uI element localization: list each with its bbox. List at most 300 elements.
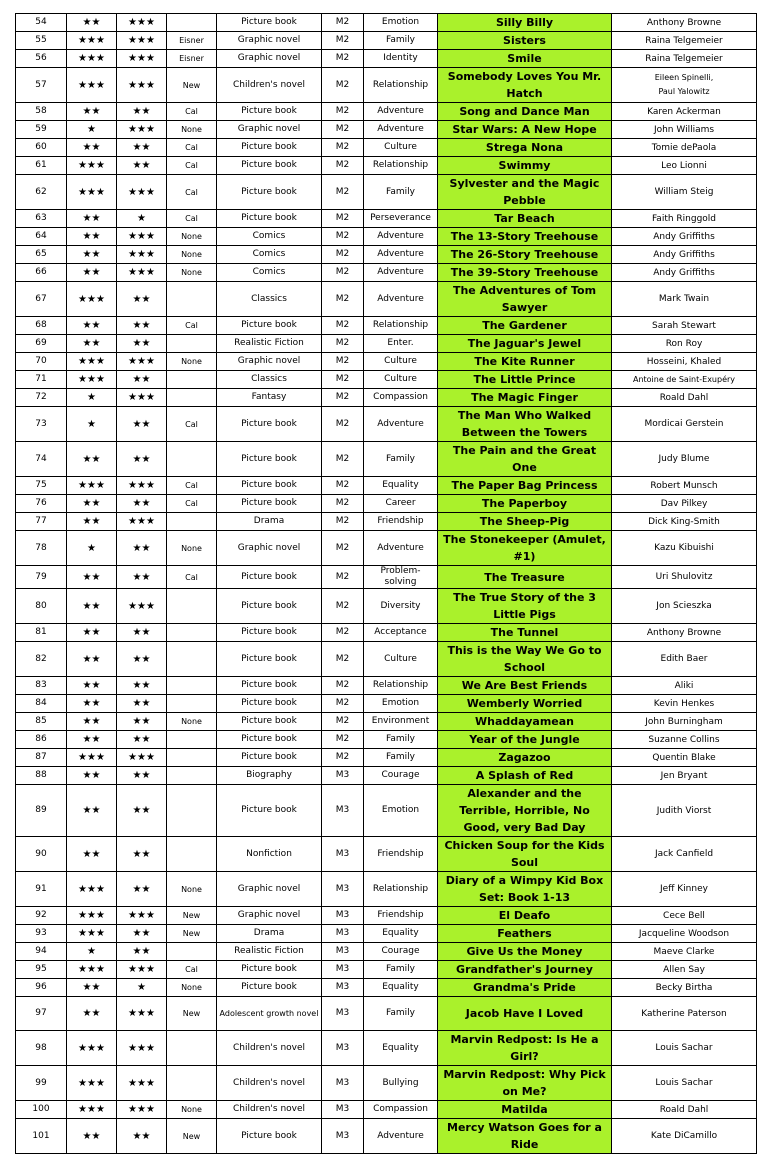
rating-1-cell: ★★ (67, 837, 117, 872)
book-title-cell: The Paperboy (438, 495, 612, 513)
row-number-cell: 100 (16, 1101, 67, 1119)
table-row (16, 642, 757, 677)
level-cell: M2 (322, 566, 364, 589)
genre-cell: Biography (217, 767, 322, 785)
table-row (16, 317, 757, 335)
genre-cell: Picture book (217, 713, 322, 731)
award-cell: New (167, 1119, 217, 1154)
rating-1-cell: ★★★ (67, 32, 117, 50)
level-cell: M2 (322, 264, 364, 282)
genre-cell: Picture book (217, 317, 322, 335)
book-title-cell: Jacob Have I Loved (438, 997, 612, 1031)
award-cell: None (167, 713, 217, 731)
book-title-cell: The Adventures of Tom Sawyer (438, 282, 612, 317)
award-cell: Cal (167, 175, 217, 210)
level-cell: M2 (322, 477, 364, 495)
genre-cell: Picture book (217, 407, 322, 442)
book-title-cell: The Kite Runner (438, 353, 612, 371)
book-title-cell: Sisters (438, 32, 612, 50)
rating-1-cell: ★★ (67, 246, 117, 264)
rating-2-cell: ★★ (117, 925, 167, 943)
row-number-cell: 77 (16, 513, 67, 531)
book-title-cell: Strega Nona (438, 139, 612, 157)
table-row (16, 282, 757, 317)
table-row (16, 1066, 757, 1101)
author-cell: Quentin Blake (612, 749, 757, 767)
row-number-cell: 83 (16, 677, 67, 695)
genre-cell: Comics (217, 246, 322, 264)
row-number-cell: 65 (16, 246, 67, 264)
genre-cell: Graphic novel (217, 32, 322, 50)
genre-cell: Children's novel (217, 1101, 322, 1119)
level-cell: M3 (322, 1031, 364, 1066)
genre-cell: Picture book (217, 566, 322, 589)
genre-cell: Comics (217, 228, 322, 246)
row-number-cell: 82 (16, 642, 67, 677)
award-cell: Cal (167, 961, 217, 979)
row-number-cell: 72 (16, 389, 67, 407)
award-cell: New (167, 997, 217, 1031)
book-title-cell: The Stonekeeper (Amulet, #1) (438, 531, 612, 566)
rating-2-cell: ★★ (117, 317, 167, 335)
theme-cell: Emotion (364, 14, 438, 32)
row-number-cell: 55 (16, 32, 67, 50)
award-cell (167, 749, 217, 767)
genre-cell: Classics (217, 371, 322, 389)
rating-2-cell: ★★★ (117, 246, 167, 264)
row-number-cell: 81 (16, 624, 67, 642)
row-number-cell: 86 (16, 731, 67, 749)
book-title-cell: Sylvester and the Magic Pebble (438, 175, 612, 210)
table-row (16, 713, 757, 731)
theme-cell: Enter. (364, 335, 438, 353)
rating-2-cell: ★★★ (117, 1101, 167, 1119)
rating-1-cell: ★★★ (67, 1101, 117, 1119)
rating-2-cell: ★★ (117, 785, 167, 837)
theme-cell: Culture (364, 139, 438, 157)
level-cell: M2 (322, 317, 364, 335)
author-cell: Aliki (612, 677, 757, 695)
table-row (16, 695, 757, 713)
rating-2-cell: ★★★ (117, 264, 167, 282)
author-cell: Andy Griffiths (612, 264, 757, 282)
level-cell: M2 (322, 68, 364, 103)
row-number-cell: 61 (16, 157, 67, 175)
book-list-table (15, 13, 757, 1154)
genre-cell: Picture book (217, 157, 322, 175)
rating-2-cell: ★★★ (117, 1066, 167, 1101)
award-cell (167, 943, 217, 961)
rating-1-cell: ★★★ (67, 1066, 117, 1101)
level-cell: M2 (322, 713, 364, 731)
genre-cell: Picture book (217, 477, 322, 495)
author-cell: Tomie dePaola (612, 139, 757, 157)
award-cell (167, 589, 217, 624)
table-row (16, 103, 757, 121)
award-cell: Cal (167, 139, 217, 157)
level-cell: M2 (322, 210, 364, 228)
table-row (16, 979, 757, 997)
award-cell: Eisner (167, 50, 217, 68)
rating-2-cell: ★★ (117, 642, 167, 677)
award-cell (167, 837, 217, 872)
rating-2-cell: ★★★ (117, 749, 167, 767)
theme-cell: Friendship (364, 837, 438, 872)
row-number-cell: 70 (16, 353, 67, 371)
rating-1-cell: ★ (67, 389, 117, 407)
rating-1-cell: ★★ (67, 695, 117, 713)
award-cell: Cal (167, 157, 217, 175)
genre-cell: Graphic novel (217, 531, 322, 566)
table-row (16, 32, 757, 50)
table-row (16, 749, 757, 767)
award-cell: None (167, 353, 217, 371)
rating-2-cell: ★★★ (117, 353, 167, 371)
rating-2-cell: ★★★ (117, 68, 167, 103)
author-cell: Judith Viorst (612, 785, 757, 837)
award-cell: None (167, 264, 217, 282)
book-title-cell: Grandma's Pride (438, 979, 612, 997)
table-row (16, 907, 757, 925)
award-cell (167, 731, 217, 749)
level-cell: M2 (322, 282, 364, 317)
table-row (16, 335, 757, 353)
award-cell: Cal (167, 477, 217, 495)
book-title-cell: Marvin Redpost: Why Pick on Me? (438, 1066, 612, 1101)
theme-cell: Culture (364, 371, 438, 389)
theme-cell: Diversity (364, 589, 438, 624)
rating-1-cell: ★★ (67, 566, 117, 589)
theme-cell: Courage (364, 767, 438, 785)
table-row (16, 210, 757, 228)
genre-cell: Picture book (217, 695, 322, 713)
genre-cell: Picture book (217, 979, 322, 997)
theme-cell: Relationship (364, 677, 438, 695)
book-title-cell: We Are Best Friends (438, 677, 612, 695)
award-cell (167, 442, 217, 477)
rating-1-cell: ★ (67, 121, 117, 139)
author-cell: Maeve Clarke (612, 943, 757, 961)
level-cell: M2 (322, 442, 364, 477)
author-cell: Kate DiCamillo (612, 1119, 757, 1154)
award-cell: Cal (167, 210, 217, 228)
award-cell (167, 14, 217, 32)
row-number-cell: 60 (16, 139, 67, 157)
book-title-cell: Matilda (438, 1101, 612, 1119)
theme-cell: Culture (364, 353, 438, 371)
table-row (16, 731, 757, 749)
author-cell: Dav Pilkey (612, 495, 757, 513)
theme-cell: Adventure (364, 531, 438, 566)
author-cell: John Burningham (612, 713, 757, 731)
rating-1-cell: ★★★ (67, 907, 117, 925)
row-number-cell: 99 (16, 1066, 67, 1101)
rating-2-cell: ★★ (117, 695, 167, 713)
rating-1-cell: ★★ (67, 228, 117, 246)
rating-1-cell: ★★★ (67, 1031, 117, 1066)
table-row (16, 389, 757, 407)
row-number-cell: 62 (16, 175, 67, 210)
author-cell: Mark Twain (612, 282, 757, 317)
book-title-cell: Zagazoo (438, 749, 612, 767)
level-cell: M2 (322, 353, 364, 371)
genre-cell: Picture book (217, 961, 322, 979)
table-row (16, 925, 757, 943)
book-title-cell: The Man Who Walked Between the Towers (438, 407, 612, 442)
award-cell (167, 624, 217, 642)
author-cell: Louis Sachar (612, 1031, 757, 1066)
level-cell: M2 (322, 228, 364, 246)
genre-cell: Children's novel (217, 68, 322, 103)
author-cell: Robert Munsch (612, 477, 757, 495)
rating-1-cell: ★★★ (67, 961, 117, 979)
book-title-cell: Diary of a Wimpy Kid Box Set: Book 1-13 (438, 872, 612, 907)
level-cell: M3 (322, 872, 364, 907)
rating-2-cell: ★★ (117, 624, 167, 642)
award-cell: None (167, 121, 217, 139)
rating-1-cell: ★★★ (67, 68, 117, 103)
book-title-cell: Year of the Jungle (438, 731, 612, 749)
book-title-cell: The 13-Story Treehouse (438, 228, 612, 246)
level-cell: M3 (322, 943, 364, 961)
level-cell: M2 (322, 513, 364, 531)
author-cell: Edith Baer (612, 642, 757, 677)
book-title-cell: Tar Beach (438, 210, 612, 228)
award-cell (167, 677, 217, 695)
theme-cell: Adventure (364, 228, 438, 246)
rating-2-cell: ★★ (117, 531, 167, 566)
book-title-cell: The Treasure (438, 566, 612, 589)
table-row (16, 943, 757, 961)
book-title-cell: The Pain and the Great One (438, 442, 612, 477)
row-number-cell: 88 (16, 767, 67, 785)
table-row (16, 139, 757, 157)
rating-2-cell: ★★★ (117, 121, 167, 139)
theme-cell: Relationship (364, 157, 438, 175)
author-cell: Judy Blume (612, 442, 757, 477)
rating-1-cell: ★★ (67, 767, 117, 785)
rating-2-cell: ★★★ (117, 50, 167, 68)
rating-2-cell: ★★★ (117, 32, 167, 50)
author-cell: Antoine de Saint-Exupéry (612, 371, 757, 389)
level-cell: M2 (322, 246, 364, 264)
genre-cell: Picture book (217, 624, 322, 642)
award-cell: None (167, 979, 217, 997)
rating-1-cell: ★★★ (67, 282, 117, 317)
book-title-cell: Feathers (438, 925, 612, 943)
theme-cell: Family (364, 32, 438, 50)
theme-cell: Emotion (364, 695, 438, 713)
rating-2-cell: ★★★ (117, 589, 167, 624)
genre-cell: Picture book (217, 677, 322, 695)
rating-1-cell: ★★ (67, 677, 117, 695)
genre-cell: Realistic Fiction (217, 943, 322, 961)
book-title-cell: This is the Way We Go to School (438, 642, 612, 677)
rating-1-cell: ★★ (67, 785, 117, 837)
book-title-cell: The Paper Bag Princess (438, 477, 612, 495)
level-cell: M2 (322, 389, 364, 407)
rating-1-cell: ★★★ (67, 157, 117, 175)
author-cell: Louis Sachar (612, 1066, 757, 1101)
award-cell: Cal (167, 495, 217, 513)
rating-2-cell: ★★ (117, 157, 167, 175)
level-cell: M2 (322, 121, 364, 139)
author-cell: Jen Bryant (612, 767, 757, 785)
rating-2-cell: ★★★ (117, 175, 167, 210)
author-cell: Roald Dahl (612, 1101, 757, 1119)
genre-cell: Graphic novel (217, 121, 322, 139)
book-title-cell: Chicken Soup for the Kids Soul (438, 837, 612, 872)
award-cell (167, 335, 217, 353)
book-title-cell: The Sheep-Pig (438, 513, 612, 531)
award-cell: Cal (167, 317, 217, 335)
row-number-cell: 67 (16, 282, 67, 317)
book-title-cell: A Splash of Red (438, 767, 612, 785)
theme-cell: Identity (364, 50, 438, 68)
level-cell: M3 (322, 997, 364, 1031)
level-cell: M2 (322, 32, 364, 50)
rating-2-cell: ★★★ (117, 1031, 167, 1066)
rating-1-cell: ★★ (67, 14, 117, 32)
author-cell: Hosseini, Khaled (612, 353, 757, 371)
theme-cell: Culture (364, 642, 438, 677)
table-row (16, 872, 757, 907)
theme-cell: Relationship (364, 68, 438, 103)
level-cell: M3 (322, 837, 364, 872)
table-row (16, 837, 757, 872)
rating-1-cell: ★★ (67, 442, 117, 477)
table-row (16, 1101, 757, 1119)
level-cell: M3 (322, 785, 364, 837)
award-cell (167, 282, 217, 317)
author-cell: Raina Telgemeier (612, 32, 757, 50)
author-cell: Karen Ackerman (612, 103, 757, 121)
theme-cell: Friendship (364, 513, 438, 531)
row-number-cell: 56 (16, 50, 67, 68)
award-cell (167, 389, 217, 407)
award-cell: None (167, 228, 217, 246)
theme-cell: Equality (364, 477, 438, 495)
author-cell: Mordicai Gerstein (612, 407, 757, 442)
rating-2-cell: ★★ (117, 139, 167, 157)
author-cell: Sarah Stewart (612, 317, 757, 335)
theme-cell: Family (364, 731, 438, 749)
row-number-cell: 98 (16, 1031, 67, 1066)
author-cell: John Williams (612, 121, 757, 139)
author-cell: William Steig (612, 175, 757, 210)
row-number-cell: 63 (16, 210, 67, 228)
rating-2-cell: ★★ (117, 371, 167, 389)
book-title-cell: The Jaguar's Jewel (438, 335, 612, 353)
rating-1-cell: ★ (67, 531, 117, 566)
row-number-cell: 95 (16, 961, 67, 979)
rating-1-cell: ★★★ (67, 175, 117, 210)
award-cell (167, 513, 217, 531)
rating-1-cell: ★★ (67, 103, 117, 121)
table-row (16, 157, 757, 175)
genre-cell: Picture book (217, 210, 322, 228)
table-row (16, 767, 757, 785)
level-cell: M2 (322, 407, 364, 442)
rating-1-cell: ★★ (67, 139, 117, 157)
book-title-cell: Swimmy (438, 157, 612, 175)
theme-cell: Adventure (364, 121, 438, 139)
genre-cell: Drama (217, 925, 322, 943)
row-number-cell: 80 (16, 589, 67, 624)
author-cell: Allen Say (612, 961, 757, 979)
table-row (16, 531, 757, 566)
table-row (16, 175, 757, 210)
theme-cell: Equality (364, 925, 438, 943)
genre-cell: Classics (217, 282, 322, 317)
row-number-cell: 75 (16, 477, 67, 495)
book-title-cell: The True Story of the 3 Little Pigs (438, 589, 612, 624)
rating-1-cell: ★★★ (67, 50, 117, 68)
genre-cell: Picture book (217, 495, 322, 513)
genre-cell: Picture book (217, 442, 322, 477)
award-cell: None (167, 246, 217, 264)
author-cell: Kevin Henkes (612, 695, 757, 713)
theme-cell: Compassion (364, 389, 438, 407)
level-cell: M3 (322, 907, 364, 925)
genre-cell: Graphic novel (217, 353, 322, 371)
level-cell: M2 (322, 14, 364, 32)
row-number-cell: 90 (16, 837, 67, 872)
rating-1-cell: ★★ (67, 731, 117, 749)
rating-1-cell: ★★ (67, 979, 117, 997)
rating-2-cell: ★★★ (117, 389, 167, 407)
genre-cell: Adolescent growth novel (217, 997, 322, 1031)
award-cell: New (167, 68, 217, 103)
row-number-cell: 89 (16, 785, 67, 837)
author-cell: Kazu Kibuishi (612, 531, 757, 566)
award-cell: Eisner (167, 32, 217, 50)
table-row (16, 589, 757, 624)
author-cell: Raina Telgemeier (612, 50, 757, 68)
genre-cell: Picture book (217, 139, 322, 157)
rating-1-cell: ★★ (67, 1119, 117, 1154)
rating-1-cell: ★★ (67, 264, 117, 282)
rating-2-cell: ★★ (117, 442, 167, 477)
level-cell: M2 (322, 695, 364, 713)
author-cell: Roald Dahl (612, 389, 757, 407)
book-title-cell: The 39-Story Treehouse (438, 264, 612, 282)
level-cell: M2 (322, 531, 364, 566)
table-row (16, 566, 757, 589)
row-number-cell: 69 (16, 335, 67, 353)
rating-2-cell: ★★ (117, 103, 167, 121)
level-cell: M2 (322, 731, 364, 749)
genre-cell: Graphic novel (217, 907, 322, 925)
table-row (16, 228, 757, 246)
genre-cell: Picture book (217, 14, 322, 32)
table-row (16, 1031, 757, 1066)
book-title-cell: Song and Dance Man (438, 103, 612, 121)
author-cell: Anthony Browne (612, 624, 757, 642)
level-cell: M3 (322, 1066, 364, 1101)
rating-1-cell: ★★★ (67, 371, 117, 389)
theme-cell: Adventure (364, 282, 438, 317)
level-cell: M3 (322, 767, 364, 785)
award-cell: Cal (167, 103, 217, 121)
theme-cell: Friendship (364, 907, 438, 925)
theme-cell: Adventure (364, 103, 438, 121)
rating-2-cell: ★★ (117, 713, 167, 731)
rating-2-cell: ★★ (117, 1119, 167, 1154)
rating-1-cell: ★★ (67, 713, 117, 731)
book-title-cell: Star Wars: A New Hope (438, 121, 612, 139)
book-title-cell: Whaddayamean (438, 713, 612, 731)
